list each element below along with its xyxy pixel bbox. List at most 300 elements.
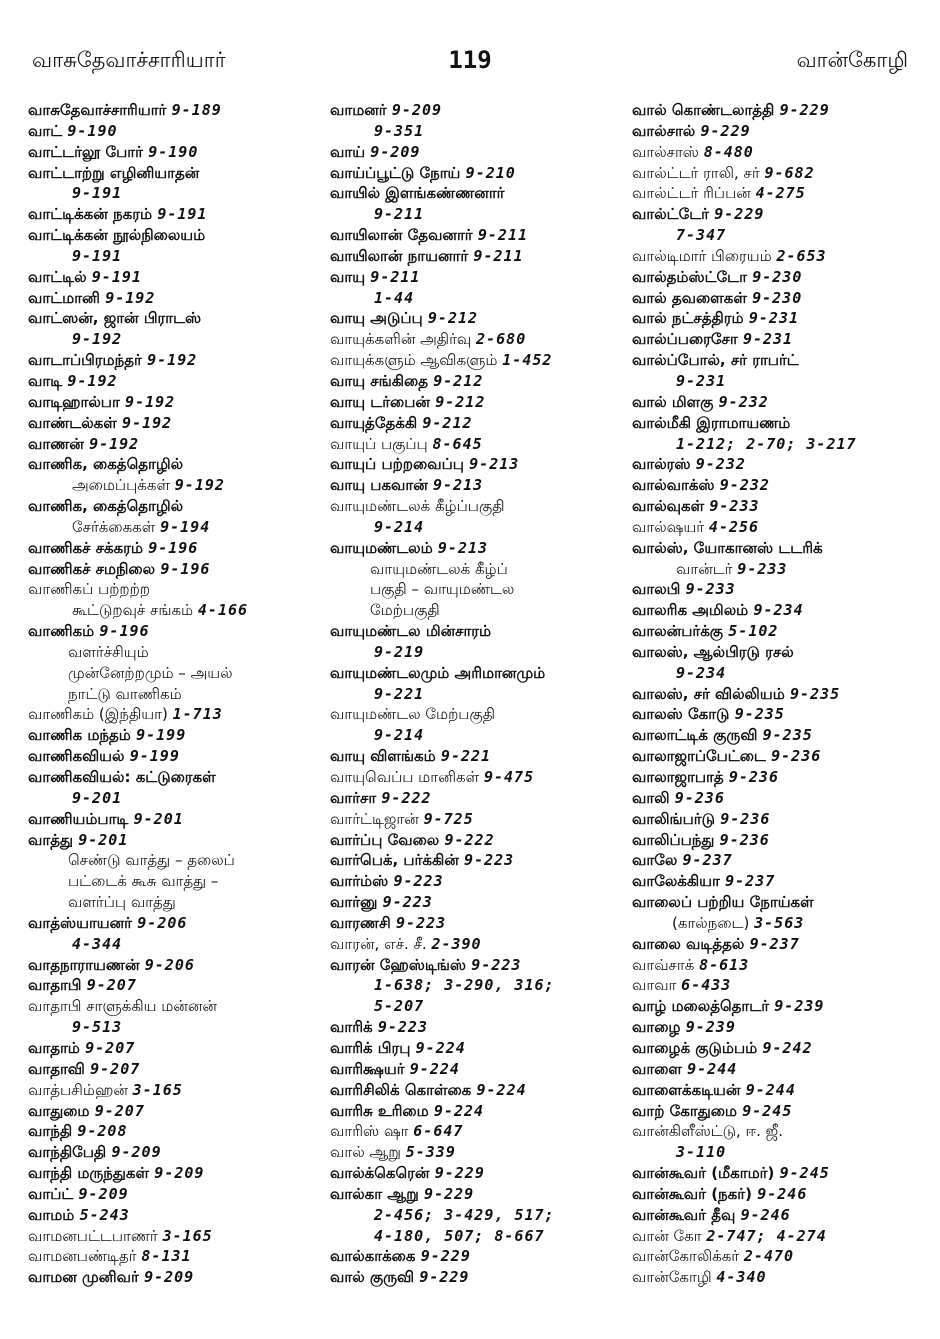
index-term: வாயிலான் தேவனார் — [330, 226, 473, 245]
volume-page-reference: 9-229 — [420, 1247, 471, 1266]
volume-page-reference: 9-191 — [72, 184, 123, 203]
index-entry — [330, 225, 620, 246]
index-term: வாணியம்பாடி — [28, 809, 129, 828]
index-entry — [330, 1226, 620, 1247]
volume-page-reference: 9-513 — [72, 1018, 123, 1037]
volume-page-reference: 9-201 — [78, 830, 129, 849]
index-term: வாணிகவியல் — [28, 747, 125, 766]
index-term: வாத்ஸ்யாயனர் — [28, 913, 133, 932]
volume-page-reference: 6-647 — [413, 1122, 464, 1141]
index-entry — [632, 434, 924, 455]
index-term: வாதாபி — [28, 976, 82, 995]
index-term: வாண்டல்கள் — [28, 413, 117, 432]
index-term: வால்ட்டேர் — [632, 205, 710, 224]
volume-page-reference: 8-480 — [703, 142, 754, 161]
index-term: வால்சால் — [632, 121, 696, 140]
index-term: வாலாஜாபாத் — [632, 768, 724, 786]
index-term: வாட்மானி — [28, 288, 100, 307]
index-term: வாடி — [28, 371, 63, 390]
index-entry — [330, 1038, 620, 1059]
index-entry — [632, 830, 924, 851]
volume-page-reference: 9-201 — [72, 788, 123, 807]
volume-page-reference: 9-239 — [685, 1018, 736, 1037]
volume-page-reference: 9-230 — [752, 288, 803, 307]
index-entry — [330, 100, 620, 121]
index-term: வால் தவளைகள் — [632, 288, 747, 307]
volume-page-reference: 9-233 — [709, 497, 760, 516]
index-entry — [28, 850, 320, 871]
volume-page-reference: 9-224 — [415, 1038, 466, 1057]
volume-page-reference: 9-725 — [423, 809, 474, 828]
index-term: வாட்டர்லூ போர் — [28, 142, 143, 161]
index-entry — [28, 246, 320, 267]
volume-page-reference: 9-196 — [160, 559, 211, 578]
volume-page-reference: 9-235 — [790, 684, 841, 703]
index-term: வாளை — [632, 1059, 682, 1078]
volume-page-reference: 9-229 — [714, 205, 765, 224]
index-term: வாதநாராயணன் — [28, 955, 140, 974]
index-term: வால்ட்டர் ரிப்பன் — [632, 184, 751, 203]
index-term: வாழைக் குடும்பம் — [632, 1038, 758, 1057]
index-entry — [330, 559, 620, 580]
index-entry — [330, 975, 620, 996]
index-term: வால்சாஸ் — [632, 142, 699, 161]
index-entry — [632, 496, 924, 517]
index-entry — [632, 892, 924, 913]
volume-page-reference: 9-212 — [422, 413, 473, 432]
index-entry — [28, 163, 320, 184]
index-entry — [330, 246, 620, 267]
volume-page-reference: 9-201 — [133, 809, 184, 828]
index-entry — [632, 267, 924, 288]
index-entry — [632, 955, 924, 976]
volume-page-reference: 9-229 — [419, 1268, 470, 1287]
volume-page-reference: 9-209 — [144, 1268, 195, 1287]
index-entry — [330, 663, 620, 684]
index-entry — [330, 329, 620, 350]
index-term: வான்கோலிக்கர் — [632, 1247, 740, 1266]
index-entry — [632, 413, 924, 434]
volume-page-reference: 9-214 — [374, 517, 425, 536]
index-entry — [330, 1142, 620, 1163]
index-entry — [632, 934, 924, 955]
index-entry — [632, 1163, 924, 1184]
index-term: வளர்ச்சியும் — [68, 642, 149, 661]
volume-page-reference: 5-339 — [405, 1143, 456, 1162]
volume-page-reference: 9-235 — [734, 705, 785, 724]
index-term: வார்னு — [330, 893, 378, 912]
volume-page-reference: 9-192 — [147, 351, 198, 370]
index-entry — [632, 559, 924, 580]
index-entry — [28, 121, 320, 142]
volume-page-reference: 9-682 — [764, 163, 815, 182]
volume-page-reference: 9-191 — [91, 267, 142, 286]
volume-page-reference: 9-211 — [374, 205, 425, 224]
volume-page-reference: 9-206 — [144, 955, 195, 974]
index-entry — [28, 1101, 320, 1122]
volume-page-reference: 9-229 — [424, 1184, 475, 1203]
index-entry — [330, 308, 620, 329]
index-entry — [28, 517, 320, 538]
volume-page-reference: 9-211 — [370, 267, 421, 286]
index-entry — [28, 955, 320, 976]
index-term: வாலே — [632, 851, 678, 870]
index-entry — [632, 329, 924, 350]
volume-page-reference: 1-452 — [502, 351, 553, 370]
index-term: வாயு — [330, 267, 366, 286]
volume-page-reference: 9-351 — [374, 121, 425, 140]
index-entry — [28, 1017, 320, 1038]
index-entry — [28, 1080, 320, 1101]
volume-page-reference: 3-165 — [162, 1226, 213, 1245]
index-term: வாந்தி மருந்துகள் — [28, 1164, 150, 1183]
index-entry — [632, 996, 924, 1017]
volume-page-reference: 9-213 — [433, 476, 484, 495]
index-entry — [632, 1205, 924, 1226]
index-term: வாதுமை — [28, 1101, 90, 1120]
index-entry — [28, 746, 320, 767]
index-entry — [632, 163, 924, 184]
volume-page-reference: 1-212; 2-70; 3-217 — [676, 434, 857, 453]
index-entry — [632, 288, 924, 309]
index-term: வாலன்பர்க்கு — [632, 622, 724, 641]
volume-page-reference: 9-223 — [393, 872, 444, 891]
volume-page-reference: 5-207 — [374, 997, 425, 1016]
index-entry — [632, 100, 924, 121]
index-term: வாணிகம் (இந்தியா) — [28, 705, 168, 724]
index-entry — [330, 475, 620, 496]
index-term: வாயுக்களும் ஆவிகளும் — [330, 351, 498, 370]
index-entry — [28, 204, 320, 225]
index-entry — [28, 142, 320, 163]
index-entry — [330, 183, 620, 204]
index-term: வால்ப்பரைசோ — [632, 330, 738, 349]
index-term: வாலஸ், சர் வில்லியம் — [632, 684, 785, 703]
index-entry — [632, 600, 924, 621]
index-term: வான் கோ — [632, 1226, 702, 1245]
index-term: வார்ப்பு வேலை — [330, 830, 440, 849]
index-entry — [632, 913, 924, 934]
header-guide-word-first: வாசுதேவாச்சாரியார் — [32, 48, 226, 72]
header-guide-word-last: வான்கோழி — [796, 48, 908, 72]
index-entry — [632, 1246, 924, 1267]
volume-page-reference: 9-207 — [86, 976, 137, 995]
index-entry — [632, 371, 924, 392]
volume-page-reference: 2-747; 4-274 — [706, 1226, 827, 1245]
index-entry — [28, 809, 320, 830]
index-entry — [28, 183, 320, 204]
index-entry — [28, 392, 320, 413]
volume-page-reference: 9-208 — [77, 1122, 128, 1141]
index-term: செண்டு வாத்து – தலைப் — [68, 851, 235, 870]
index-term: வாணிகம் — [28, 622, 95, 641]
index-entry — [632, 517, 924, 538]
index-entry — [330, 1121, 620, 1142]
index-term: பகுதி – வாயுமண்டல — [370, 580, 515, 599]
index-term: வால்காக்கை — [330, 1247, 416, 1266]
index-term: வாரன், எச். சீ. — [330, 934, 427, 953]
index-entry — [28, 704, 320, 725]
index-term: வாயுமண்டலமும் அரிமானமும் — [330, 663, 546, 682]
index-term: வாயு அடுப்பு — [330, 309, 423, 328]
index-term: வாணிகவியல்: கட்டுரைகள் — [28, 768, 216, 786]
volume-page-reference: 2-470 — [743, 1247, 795, 1266]
index-term: வாந்திபேதி — [28, 1143, 107, 1162]
index-term: வாட்டிக்கன் நூல்நிலையம் — [28, 226, 206, 245]
index-term: வால்கா ஆறு — [330, 1184, 419, 1203]
volume-page-reference: 9-224 — [476, 1080, 527, 1099]
page-number: 119 — [448, 46, 492, 74]
volume-page-reference: 4-275 — [755, 184, 806, 203]
index-term: வாடாப்பிரமந்தர் — [28, 351, 142, 370]
index-entry — [330, 496, 620, 517]
volume-page-reference: 9-232 — [719, 476, 770, 495]
volume-page-reference: 9-236 — [771, 747, 822, 766]
index-term: வாட்டில் — [28, 267, 87, 286]
index-term: வாரன் ஹேஸ்டிங்ஸ் — [330, 955, 467, 974]
volume-page-reference: 9-475 — [483, 768, 535, 786]
index-term: வாயுத்தேக்கி — [330, 413, 418, 432]
volume-page-reference: 9-192 — [174, 476, 225, 495]
volume-page-reference: 3-165 — [132, 1080, 183, 1099]
index-entry — [28, 371, 320, 392]
index-term: வாய்ப்பூட்டு நோய் — [330, 163, 461, 182]
index-term: வாமன முனிவர் — [28, 1268, 139, 1287]
volume-page-reference: 9-239 — [774, 997, 825, 1016]
index-entry — [330, 1059, 620, 1080]
volume-page-reference: 9-192 — [67, 371, 118, 390]
index-entry — [28, 413, 320, 434]
volume-page-reference: 2-456; 3-429, 517; — [374, 1205, 555, 1224]
index-term: வாரிக்ஷயர் — [330, 1059, 405, 1078]
volume-page-reference: 9-231 — [742, 330, 794, 349]
index-entry — [28, 225, 320, 246]
index-term: அமைப்புக்கள் — [72, 476, 170, 495]
index-term: வால் மிளகு — [632, 392, 714, 411]
index-entry — [28, 434, 320, 455]
index-term: வாடிஹால்பா — [28, 392, 120, 411]
volume-page-reference: 9-233 — [685, 580, 736, 599]
volume-page-reference: 9-212 — [435, 392, 486, 411]
index-entry — [330, 684, 620, 705]
index-entry — [28, 725, 320, 746]
index-term: வாயுப் பற்றவைப்பு — [330, 455, 464, 474]
volume-page-reference: 9-209 — [111, 1143, 162, 1162]
index-term: வாலேக்கியா — [632, 872, 720, 891]
volume-page-reference: 9-244 — [687, 1059, 738, 1078]
volume-page-reference: 9-192 — [72, 330, 123, 349]
index-column-3 — [632, 100, 924, 1288]
index-term: வாணிக, கைத்தொழில் — [28, 455, 184, 474]
volume-page-reference: 9-192 — [105, 288, 156, 307]
index-term: வார்ம்ஸ் — [330, 872, 389, 891]
index-entry — [632, 538, 924, 559]
volume-page-reference: 4-256 — [708, 517, 760, 536]
volume-page-reference: 9-196 — [99, 622, 150, 641]
index-entry — [632, 308, 924, 329]
index-entry — [330, 621, 620, 642]
index-entry — [632, 1080, 924, 1101]
index-term: வாளைக்கடியன் — [632, 1080, 741, 1099]
volume-page-reference: 9-189 — [171, 101, 222, 119]
index-entry — [632, 1121, 924, 1142]
volume-page-reference: 9-221 — [440, 747, 492, 766]
volume-page-reference: 9-209 — [370, 142, 421, 161]
index-entry — [330, 517, 620, 538]
volume-page-reference: 9-231 — [748, 309, 800, 328]
volume-page-reference: 9-190 — [67, 121, 118, 140]
volume-page-reference: 4-344 — [72, 934, 123, 953]
volume-page-reference: 4-166 — [197, 601, 249, 620]
volume-page-reference: 9-191 — [157, 205, 208, 224]
index-entry — [632, 642, 924, 663]
volume-page-reference: 3-563 — [754, 913, 805, 932]
index-term: பட்டைக் கூசு வாத்து – — [68, 872, 219, 891]
index-term: வாரணசி — [330, 913, 391, 932]
volume-page-reference: 2-653 — [776, 246, 827, 265]
index-entry — [330, 371, 620, 392]
index-term: வாணிகப் பற்றற்ற — [28, 580, 151, 599]
volume-page-reference: 9-222 — [381, 788, 432, 807]
index-term: வான்கூவர் (நகர்) — [632, 1184, 752, 1203]
index-entry — [632, 454, 924, 475]
index-entry — [632, 1017, 924, 1038]
volume-page-reference: 9-236 — [728, 768, 779, 786]
index-term: வாரிசிலிக் கொள்கை — [330, 1080, 472, 1099]
index-entry — [330, 871, 620, 892]
index-entry — [632, 1059, 924, 1080]
index-entry — [330, 204, 620, 225]
index-term: வான்டர் — [676, 559, 733, 578]
volume-page-reference: 9-209 — [78, 1184, 129, 1203]
index-term: வாலஸ் கோடு — [632, 705, 730, 724]
index-entry — [330, 1101, 620, 1122]
index-term: மேற்பகுதி — [370, 601, 440, 620]
index-entry — [28, 454, 320, 475]
volume-page-reference: 9-213 — [437, 538, 489, 557]
index-term: வாரிக் பிரபு — [330, 1038, 411, 1057]
index-term: வான்கூவர் (மீகாமர்) — [632, 1164, 775, 1183]
index-entry — [632, 121, 924, 142]
volume-page-reference: 9-224 — [433, 1101, 485, 1120]
index-entry — [28, 913, 320, 934]
index-term: வாவ்சாக் — [632, 955, 695, 974]
volume-page-reference: 9-221 — [374, 684, 425, 703]
index-entry — [28, 496, 320, 517]
volume-page-reference: 9-246 — [740, 1205, 791, 1224]
index-entry — [330, 996, 620, 1017]
index-term: நாட்டு வாணிகம் — [68, 684, 182, 703]
volume-page-reference: 9-244 — [745, 1080, 796, 1099]
index-entry — [632, 1226, 924, 1247]
index-term: வாத்பசிம்ஹன் — [28, 1080, 128, 1099]
volume-page-reference: 9-237 — [682, 851, 733, 870]
index-term: வாதாம் — [28, 1038, 80, 1057]
index-entry — [330, 934, 620, 955]
index-entry — [330, 850, 620, 871]
index-term: வாலிப்பந்து — [632, 830, 715, 849]
index-term: வால் குருவி — [330, 1268, 415, 1287]
index-entry — [632, 392, 924, 413]
index-term: வால்ரஸ் — [632, 455, 691, 474]
volume-page-reference: 9-236 — [674, 788, 725, 807]
volume-page-reference: 9-211 — [473, 246, 524, 265]
index-entry — [330, 163, 620, 184]
index-entry — [330, 600, 620, 621]
index-term: வாலஸ், ஆல்பிரடு ரசல் — [632, 642, 794, 661]
index-entry — [28, 1142, 320, 1163]
index-entry — [28, 267, 320, 288]
index-entry — [330, 746, 620, 767]
volume-page-reference: 9-211 — [477, 226, 529, 245]
volume-page-reference: 8-131 — [141, 1247, 192, 1266]
index-entry — [28, 350, 320, 371]
volume-page-reference: 6-433 — [681, 976, 732, 995]
index-entry — [330, 538, 620, 559]
volume-page-reference: 1-44 — [374, 288, 415, 307]
index-entry — [632, 746, 924, 767]
volume-page-reference: 9-229 — [434, 1164, 485, 1183]
index-entry — [632, 1101, 924, 1122]
index-term: வாந்தி — [28, 1122, 73, 1141]
index-term: வாலபி — [632, 580, 681, 599]
volume-page-reference: 9-194 — [160, 517, 211, 536]
index-entry — [28, 830, 320, 851]
index-entry — [330, 809, 620, 830]
index-entry — [632, 788, 924, 809]
volume-page-reference: 9-233 — [737, 559, 788, 578]
volume-page-reference: 9-245 — [779, 1164, 830, 1183]
index-term: வார்சா — [330, 788, 377, 807]
index-entry — [330, 350, 620, 371]
volume-page-reference: 9-210 — [465, 163, 516, 182]
index-entry — [28, 475, 320, 496]
index-entry — [632, 621, 924, 642]
index-term: வால்மீகி இராமாயணம் — [632, 413, 791, 432]
index-entry — [632, 767, 924, 788]
index-entry — [28, 642, 320, 663]
index-term: வாயுமண்டல மின்சாரம் — [330, 622, 492, 641]
index-term: வாப்ட் — [28, 1184, 74, 1203]
index-term: வார்பெக், பர்க்கின் — [330, 851, 459, 870]
volume-page-reference: 9-213 — [469, 455, 520, 474]
index-entry — [28, 538, 320, 559]
volume-page-reference: 9-237 — [749, 934, 800, 953]
index-entry — [28, 871, 320, 892]
index-entry — [330, 579, 620, 600]
volume-page-reference: 9-224 — [409, 1059, 460, 1078]
index-term: வாலிங்பர்டு — [632, 809, 715, 828]
volume-page-reference: 2-390 — [431, 934, 482, 953]
index-term: வாதாவி — [28, 1059, 85, 1078]
index-entry — [632, 350, 924, 371]
index-entry — [330, 830, 620, 851]
index-entry — [330, 955, 620, 976]
index-entry — [330, 288, 620, 309]
volume-page-reference: 5-243 — [79, 1205, 130, 1224]
index-entry — [28, 996, 320, 1017]
index-term: வால்ஷயர் — [632, 517, 705, 536]
volume-page-reference: 9-223 — [377, 1018, 428, 1037]
index-entry — [632, 663, 924, 684]
volume-page-reference: 9-207 — [90, 1059, 141, 1078]
index-term: வாயுமண்டல மேற்பகுதி — [330, 705, 495, 724]
index-entry — [330, 392, 620, 413]
index-entry — [28, 308, 320, 329]
index-entry — [330, 913, 620, 934]
index-term: வால்வுகள் — [632, 497, 705, 516]
index-term: வாணிக மந்தம் — [28, 726, 131, 745]
